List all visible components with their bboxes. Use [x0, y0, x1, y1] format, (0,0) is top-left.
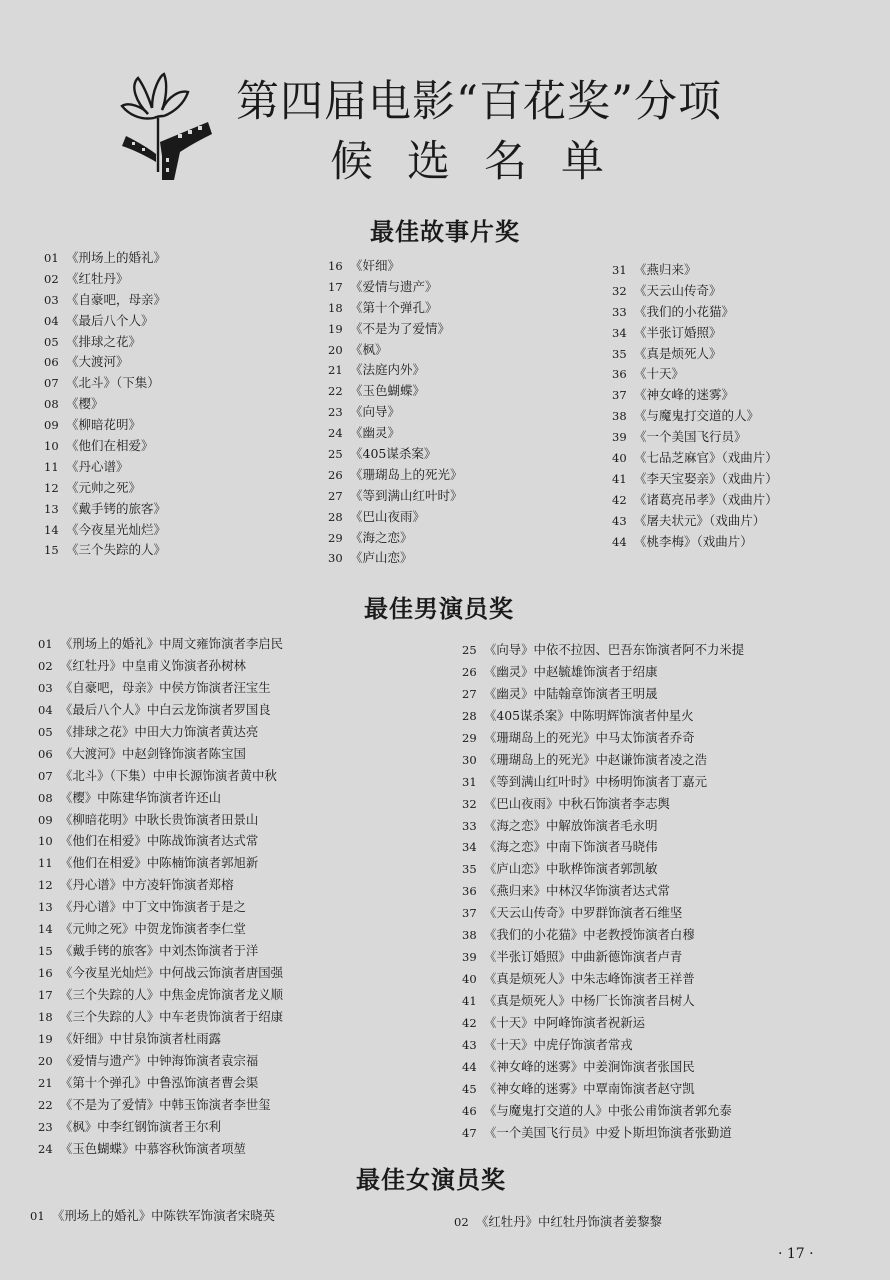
entry-text: 《神女峰的迷雾》中覃南饰演者赵守凯 [484, 1080, 695, 1096]
entry-text: 《庐山恋》中耿桦饰演者郭凯敏 [484, 861, 658, 877]
entry-text: 《405谋杀案》中陈明辉饰演者仲星火 [484, 707, 694, 723]
entry-text: 《天云山传奇》中罗群饰演者石维坚 [484, 905, 683, 921]
entry-text: 《今夜星光灿烂》中何战云饰演者唐国强 [60, 965, 284, 981]
entry-number: 30 [328, 551, 343, 566]
film-list-item [328, 486, 463, 507]
entry-number: 10 [44, 439, 59, 454]
film-list-item [44, 499, 166, 520]
actor-list-item [462, 816, 744, 838]
entry-text: 《不是为了爱情》中韩玉饰演者李世玺 [60, 1096, 271, 1112]
actor-list-item [462, 859, 744, 881]
entry-number: 41 [612, 471, 627, 486]
entry-text: 《奸细》中甘泉饰演者杜雨露 [60, 1030, 222, 1046]
entry-number: 04 [38, 702, 53, 717]
film-list-item [44, 332, 166, 353]
actor-list-item [38, 1117, 283, 1139]
entry-text: 《巴山夜雨》 [350, 508, 426, 524]
entry-number: 25 [462, 643, 477, 657]
film-list-item [328, 402, 463, 423]
entry-text: 《玉色蝴蝶》中慕容秋饰演者项堃 [60, 1140, 246, 1156]
entry-text: 《我们的小花猫》 [634, 303, 735, 319]
film-list-item [328, 360, 463, 381]
entry-number: 08 [44, 397, 59, 412]
actor-list-item [38, 1029, 283, 1051]
entry-number: 02 [44, 271, 59, 286]
film-list-item [612, 469, 778, 490]
entry-text: 《三个失踪的人》中车老贵饰演者于绍康 [60, 1008, 284, 1024]
actor-list-item [38, 1051, 283, 1073]
entry-number: 24 [38, 1141, 53, 1156]
entry-number: 30 [462, 752, 477, 767]
entry-number: 01 [30, 1209, 45, 1223]
entry-text: 《405谋杀案》 [350, 446, 437, 462]
entry-number: 35 [462, 862, 477, 877]
entry-text: 《最后八个人》中白云龙饰演者罗国良 [60, 701, 271, 717]
entry-number: 31 [462, 774, 477, 789]
best-feature-film-list-col2 [328, 256, 463, 569]
entry-number: 20 [328, 342, 343, 357]
film-list-item [612, 323, 778, 344]
entry-number: 42 [612, 492, 627, 507]
entry-number: 35 [612, 346, 627, 361]
entry-number: 04 [44, 313, 59, 328]
film-list-item [612, 490, 778, 511]
film-list-item [612, 406, 778, 427]
section-heading-best-actor: 最佳男演员奖 [364, 595, 514, 623]
entry-number: 07 [44, 376, 59, 391]
actor-list-item [38, 678, 283, 700]
entry-text: 《珊瑚岛上的死光》中马太饰演者乔奇 [484, 729, 695, 745]
best-actor-list-col2 [462, 640, 744, 1145]
film-list-item [44, 269, 166, 290]
entry-number: 09 [38, 812, 53, 827]
entry-text: 《幽灵》中赵毓雄饰演者于绍康 [484, 663, 658, 679]
actor-list-item [462, 1123, 744, 1145]
actor-list-item [38, 766, 283, 788]
actor-list-item [462, 1101, 744, 1123]
entry-number: 12 [44, 480, 59, 495]
actor-list-item [38, 722, 283, 744]
film-list-item [44, 436, 166, 457]
entry-number: 41 [462, 994, 477, 1008]
entry-number: 39 [612, 430, 627, 445]
entry-number: 37 [462, 906, 477, 921]
actor-list-item [38, 700, 283, 722]
entry-text: 《三个失踪的人》中焦金虎饰演者龙义顺 [60, 987, 284, 1002]
entry-number: 22 [38, 1097, 53, 1112]
entry-number: 29 [328, 530, 343, 545]
entry-number: 38 [612, 409, 627, 424]
entry-text: 《巴山夜雨》中秋石饰演者李志舆 [484, 795, 670, 811]
entry-text: 《自豪吧，母亲》 [66, 291, 167, 307]
actor-list-item [462, 903, 744, 925]
entry-number: 01 [38, 637, 53, 651]
actor-list-item [38, 853, 283, 875]
entry-text: 《北斗》（下集）中申长源饰演者黄中秋 [60, 767, 277, 783]
entry-number: 42 [462, 1015, 477, 1030]
actor-list-item [462, 925, 744, 947]
entry-number: 20 [38, 1053, 53, 1068]
entry-text: 《天云山传奇》 [634, 282, 722, 298]
entry-text: 《半张订婚照》中曲新德饰演者卢青 [484, 949, 683, 965]
entry-number: 44 [462, 1059, 477, 1074]
entry-number: 11 [44, 459, 59, 474]
film-list-item [612, 302, 778, 323]
entry-text: 《桃李梅》（戏曲片） [634, 533, 753, 549]
entry-number: 07 [38, 768, 53, 783]
entry-text: 《柳暗花明》 [66, 417, 142, 433]
entry-number: 23 [328, 405, 343, 420]
actor-list-item [38, 634, 283, 656]
entry-number: 37 [612, 388, 627, 403]
film-list-item [612, 260, 778, 281]
film-list-item [328, 381, 463, 402]
entry-text: 《燕归来》中林汉华饰演者达式常 [484, 883, 670, 899]
entry-text: 《等到满山红叶时》中杨明饰演者丁嘉元 [484, 773, 708, 789]
film-list-item [44, 478, 166, 499]
film-list-item [612, 281, 778, 302]
actress-list-item [30, 1206, 275, 1226]
entry-text: 《三个失踪的人》 [66, 542, 167, 558]
entry-number: 17 [38, 988, 53, 1002]
actor-list-item [38, 831, 283, 853]
entry-number: 33 [612, 304, 627, 319]
film-list-item [44, 394, 166, 415]
actor-list-item [38, 656, 283, 678]
entry-text: 《丹心谱》中方凌轩饰演者郑榕 [60, 877, 234, 893]
film-list-item [44, 311, 166, 332]
actor-list-item [462, 1057, 744, 1079]
entry-number: 36 [462, 884, 477, 899]
entry-number: 27 [462, 686, 477, 701]
entry-text: 《等到满山红叶时》 [350, 487, 463, 503]
actor-list-item [462, 706, 744, 728]
section-heading-best-feature-film: 最佳故事片奖 [370, 218, 520, 246]
entry-text: 《他们在相爱》 [66, 438, 154, 454]
entry-text: 《戴手铐的旅客》中刘杰饰演者于洋 [60, 943, 259, 959]
actor-list-item [38, 963, 283, 985]
film-list-item [328, 340, 463, 361]
actor-list-item [462, 947, 744, 969]
actor-list-item [38, 788, 283, 810]
film-list-item [44, 415, 166, 436]
entry-number: 18 [38, 1009, 53, 1024]
actor-list-item [462, 1013, 744, 1035]
entry-text: 《一个美国飞行员》中爱卜斯坦饰演者张勤道 [484, 1124, 732, 1140]
entry-number: 38 [462, 928, 477, 943]
entry-number: 02 [454, 1215, 469, 1229]
entry-text: 《向导》中依不拉因、巴吾东饰演者阿不力米提 [484, 642, 745, 657]
best-actress-list-col1 [30, 1206, 275, 1226]
entry-number: 39 [462, 950, 477, 965]
entry-number: 19 [38, 1031, 53, 1046]
entry-number: 05 [44, 334, 59, 349]
actor-list-item [38, 919, 283, 941]
film-list-item [44, 290, 166, 311]
entry-text: 《红牡丹》中红牡丹饰演者姜黎黎 [476, 1214, 662, 1229]
entry-text: 《神女峰的迷雾》 [634, 387, 735, 403]
entry-number: 45 [462, 1081, 477, 1096]
film-list-item [612, 448, 778, 469]
entry-number: 32 [462, 796, 477, 811]
entry-number: 28 [462, 708, 477, 723]
film-list-item [328, 319, 463, 340]
actor-list-item [462, 772, 744, 794]
entry-number: 02 [38, 658, 53, 673]
entry-text: 《今夜星光灿烂》 [66, 521, 167, 537]
film-list-item [612, 385, 778, 406]
entry-text: 《爱情与遗产》中钟海饰演者袁宗福 [60, 1052, 259, 1068]
actor-list-item [38, 941, 283, 963]
page-number: · 17 · [778, 1246, 814, 1262]
entry-number: 33 [462, 818, 477, 833]
section-heading-best-actress: 最佳女演员奖 [356, 1166, 506, 1194]
entry-text: 《与魔鬼打交道的人》 [634, 408, 760, 424]
entry-text: 《樱》中陈建华饰演者许还山 [60, 789, 222, 805]
entry-text: 《向导》 [350, 404, 401, 420]
entry-text: 《刑场上的婚礼》中周文雍饰演者李启民 [60, 636, 284, 651]
actor-list-item [462, 991, 744, 1013]
entry-number: 14 [38, 922, 53, 937]
entry-text: 《庐山恋》 [350, 550, 413, 566]
entry-number: 46 [462, 1103, 477, 1118]
entry-text: 《大渡河》中赵剑锋饰演者陈宝国 [60, 745, 246, 761]
entry-text: 《丹心谱》中丁文中饰演者于是之 [60, 899, 246, 915]
entry-text: 《十天》中虎仔饰演者常戎 [484, 1036, 633, 1052]
entry-text: 《燕归来》 [634, 262, 697, 277]
entry-text: 《奸细》 [350, 258, 401, 273]
entry-text: 《神女峰的迷雾》中姜涧饰演者张国民 [484, 1058, 695, 1074]
entry-text: 《十天》 [634, 366, 685, 382]
actor-list-item [462, 640, 744, 662]
film-list-item [612, 532, 778, 553]
entry-text: 《海之恋》中南下饰演者马晓伟 [484, 839, 658, 855]
actor-list-item [462, 662, 744, 684]
entry-text: 《真是烦死人》中杨厂长饰演者吕树人 [484, 993, 695, 1008]
entry-number: 16 [328, 259, 343, 273]
actor-list-item [38, 1007, 283, 1029]
film-list-item [328, 528, 463, 549]
actor-list-item [462, 837, 744, 859]
entry-number: 21 [38, 1075, 53, 1090]
film-list-item [612, 364, 778, 385]
entry-text: 《樱》 [66, 396, 104, 412]
entry-number: 09 [44, 418, 59, 433]
entry-number: 40 [612, 451, 627, 466]
film-list-item [44, 248, 166, 269]
film-list-item [328, 548, 463, 569]
entry-number: 17 [328, 279, 343, 294]
entry-number: 29 [462, 730, 477, 745]
entry-number: 06 [38, 746, 53, 761]
actor-list-item [38, 810, 283, 832]
entry-text: 《枫》中李红钢饰演者王尔利 [60, 1118, 222, 1134]
entry-text: 《珊瑚岛上的死光》中赵谦饰演者凌之浩 [484, 751, 708, 767]
entry-text: 《不是为了爱情》 [350, 320, 451, 336]
actor-list-item [462, 794, 744, 816]
page-subtitle: 候选名单 [330, 137, 638, 187]
entry-number: 13 [44, 501, 59, 516]
flower-film-logo [108, 72, 218, 184]
entry-number: 25 [328, 447, 343, 462]
entry-number: 03 [38, 680, 53, 695]
entry-number: 11 [38, 856, 53, 871]
actress-list-item [454, 1212, 662, 1232]
film-list-item [328, 444, 463, 465]
entry-number: 23 [38, 1119, 53, 1134]
entry-text: 《第十个弹孔》中鲁泓饰演者曹会渠 [60, 1074, 259, 1090]
actor-list-item [462, 1035, 744, 1057]
actor-list-item [38, 1073, 283, 1095]
page-title: 第四届电影“百花奖”分项 [236, 77, 722, 127]
actor-list-item [462, 684, 744, 706]
entry-number: 18 [328, 300, 343, 315]
entry-number: 21 [328, 363, 343, 378]
entry-text: 《自豪吧，母亲》中侯方饰演者汪宝生 [60, 679, 271, 695]
entry-number: 14 [44, 522, 59, 537]
entry-text: 《真是烦死人》 [634, 345, 722, 361]
actor-list-item [462, 750, 744, 772]
film-list-item [328, 423, 463, 444]
actor-list-item [462, 1079, 744, 1101]
entry-text: 《他们在相爱》中陈楠饰演者郭旭新 [60, 855, 259, 871]
entry-text: 《红牡丹》 [66, 270, 129, 286]
film-list-item [328, 507, 463, 528]
entry-text: 《十天》中阿峰饰演者祝新运 [484, 1014, 646, 1030]
entry-text: 《丹心谱》 [66, 458, 129, 474]
entry-number: 12 [38, 878, 53, 893]
entry-number: 31 [612, 263, 627, 277]
entry-number: 15 [44, 543, 59, 558]
entry-text: 《真是烦死人》中朱志峰饰演者王祥普 [484, 971, 695, 987]
actor-list-item [38, 1139, 283, 1161]
entry-number: 26 [462, 664, 477, 679]
film-list-item [44, 373, 166, 394]
entry-text: 《幽灵》 [350, 425, 401, 441]
entry-text: 《海之恋》中解放饰演者毛永明 [484, 817, 658, 833]
entry-number: 43 [462, 1037, 477, 1052]
actor-list-item [38, 875, 283, 897]
entry-number: 03 [44, 292, 59, 307]
entry-number: 15 [38, 944, 53, 959]
actor-list-item [462, 969, 744, 991]
actor-list-item [38, 744, 283, 766]
entry-number: 24 [328, 426, 343, 441]
actor-list-item [462, 881, 744, 903]
entry-number: 13 [38, 900, 53, 915]
entry-text: 《海之恋》 [350, 529, 413, 545]
film-list-item [44, 520, 166, 541]
entry-number: 19 [328, 321, 343, 336]
best-feature-film-list-col1 [44, 248, 166, 561]
film-list-item [44, 540, 166, 561]
actor-list-item [38, 897, 283, 919]
entry-text: 《戴手铐的旅客》 [66, 500, 167, 516]
entry-text: 《我们的小花猫》中老教授饰演者白穆 [484, 927, 695, 943]
entry-text: 《法庭内外》 [350, 362, 426, 378]
entry-text: 《排球之花》 [66, 333, 142, 349]
film-list-item [612, 344, 778, 365]
entry-number: 27 [328, 488, 343, 503]
entry-text: 《刑场上的婚礼》中陈铁军饰演者宋晓英 [52, 1208, 276, 1223]
entry-number: 10 [38, 834, 53, 849]
entry-number: 26 [328, 467, 343, 482]
entry-number: 28 [328, 509, 343, 524]
entry-number: 34 [612, 325, 627, 340]
actor-list-item [38, 985, 283, 1007]
entry-text: 《爱情与遗产》 [350, 278, 438, 294]
film-list-item [612, 511, 778, 532]
entry-text: 《玉色蝴蝶》 [350, 383, 426, 399]
entry-number: 01 [44, 251, 59, 265]
entry-number: 47 [462, 1125, 477, 1140]
best-actor-list-col1 [38, 634, 283, 1161]
entry-text: 《幽灵》中陆翰章饰演者王明晟 [484, 685, 658, 701]
film-list-item [44, 457, 166, 478]
entry-number: 34 [462, 840, 477, 855]
entry-text: 《与魔鬼打交道的人》中张公甫饰演者郭允泰 [484, 1102, 732, 1118]
entry-text: 《珊瑚岛上的死光》 [350, 466, 463, 482]
entry-text: 《排球之花》中田大力饰演者黄达亮 [60, 723, 259, 739]
entry-text: 《屠夫状元》（戏曲片） [634, 512, 766, 528]
entry-number: 22 [328, 384, 343, 399]
entry-number: 05 [38, 724, 53, 739]
entry-number: 36 [612, 367, 627, 382]
entry-text: 《刑场上的婚礼》 [66, 250, 167, 265]
best-feature-film-list-col3 [612, 260, 778, 552]
entry-text: 《诸葛亮吊孝》（戏曲片） [634, 491, 778, 507]
entry-number: 44 [612, 534, 627, 549]
entry-text: 《第十个弹孔》 [350, 299, 438, 315]
entry-number: 32 [612, 283, 627, 298]
entry-text: 《大渡河》 [66, 354, 129, 370]
entry-number: 08 [38, 790, 53, 805]
film-list-item [44, 352, 166, 373]
entry-text: 《李天宝娶亲》（戏曲片） [634, 470, 778, 486]
actor-list-item [38, 1095, 283, 1117]
film-list-item [328, 277, 463, 298]
entry-text: 《元帅之死》 [66, 479, 142, 495]
film-list-item [328, 465, 463, 486]
entry-text: 《柳暗花明》中耿长贵饰演者田景山 [60, 811, 259, 827]
entry-number: 16 [38, 966, 53, 981]
entry-text: 《最后八个人》 [66, 312, 154, 328]
entry-number: 43 [612, 513, 627, 528]
entry-text: 《半张订婚照》 [634, 324, 722, 340]
entry-text: 《枫》 [350, 341, 388, 357]
entry-text: 《北斗》（下集） [66, 375, 160, 391]
entry-number: 06 [44, 355, 59, 370]
actor-list-item [462, 728, 744, 750]
entry-text: 《七品芝麻官》（戏曲片） [634, 450, 778, 466]
entry-text: 《红牡丹》中皇甫义饰演者孙树林 [60, 657, 246, 673]
entry-text: 《元帅之死》中贺龙饰演者李仁堂 [60, 921, 246, 937]
entry-number: 40 [462, 972, 477, 987]
entry-text: 《他们在相爱》中陈战饰演者达式常 [60, 833, 259, 849]
entry-text: 《一个美国飞行员》 [634, 429, 747, 445]
best-actress-list-col2 [454, 1212, 662, 1232]
film-list-item [612, 427, 778, 448]
film-list-item [328, 298, 463, 319]
film-list-item [328, 256, 463, 277]
